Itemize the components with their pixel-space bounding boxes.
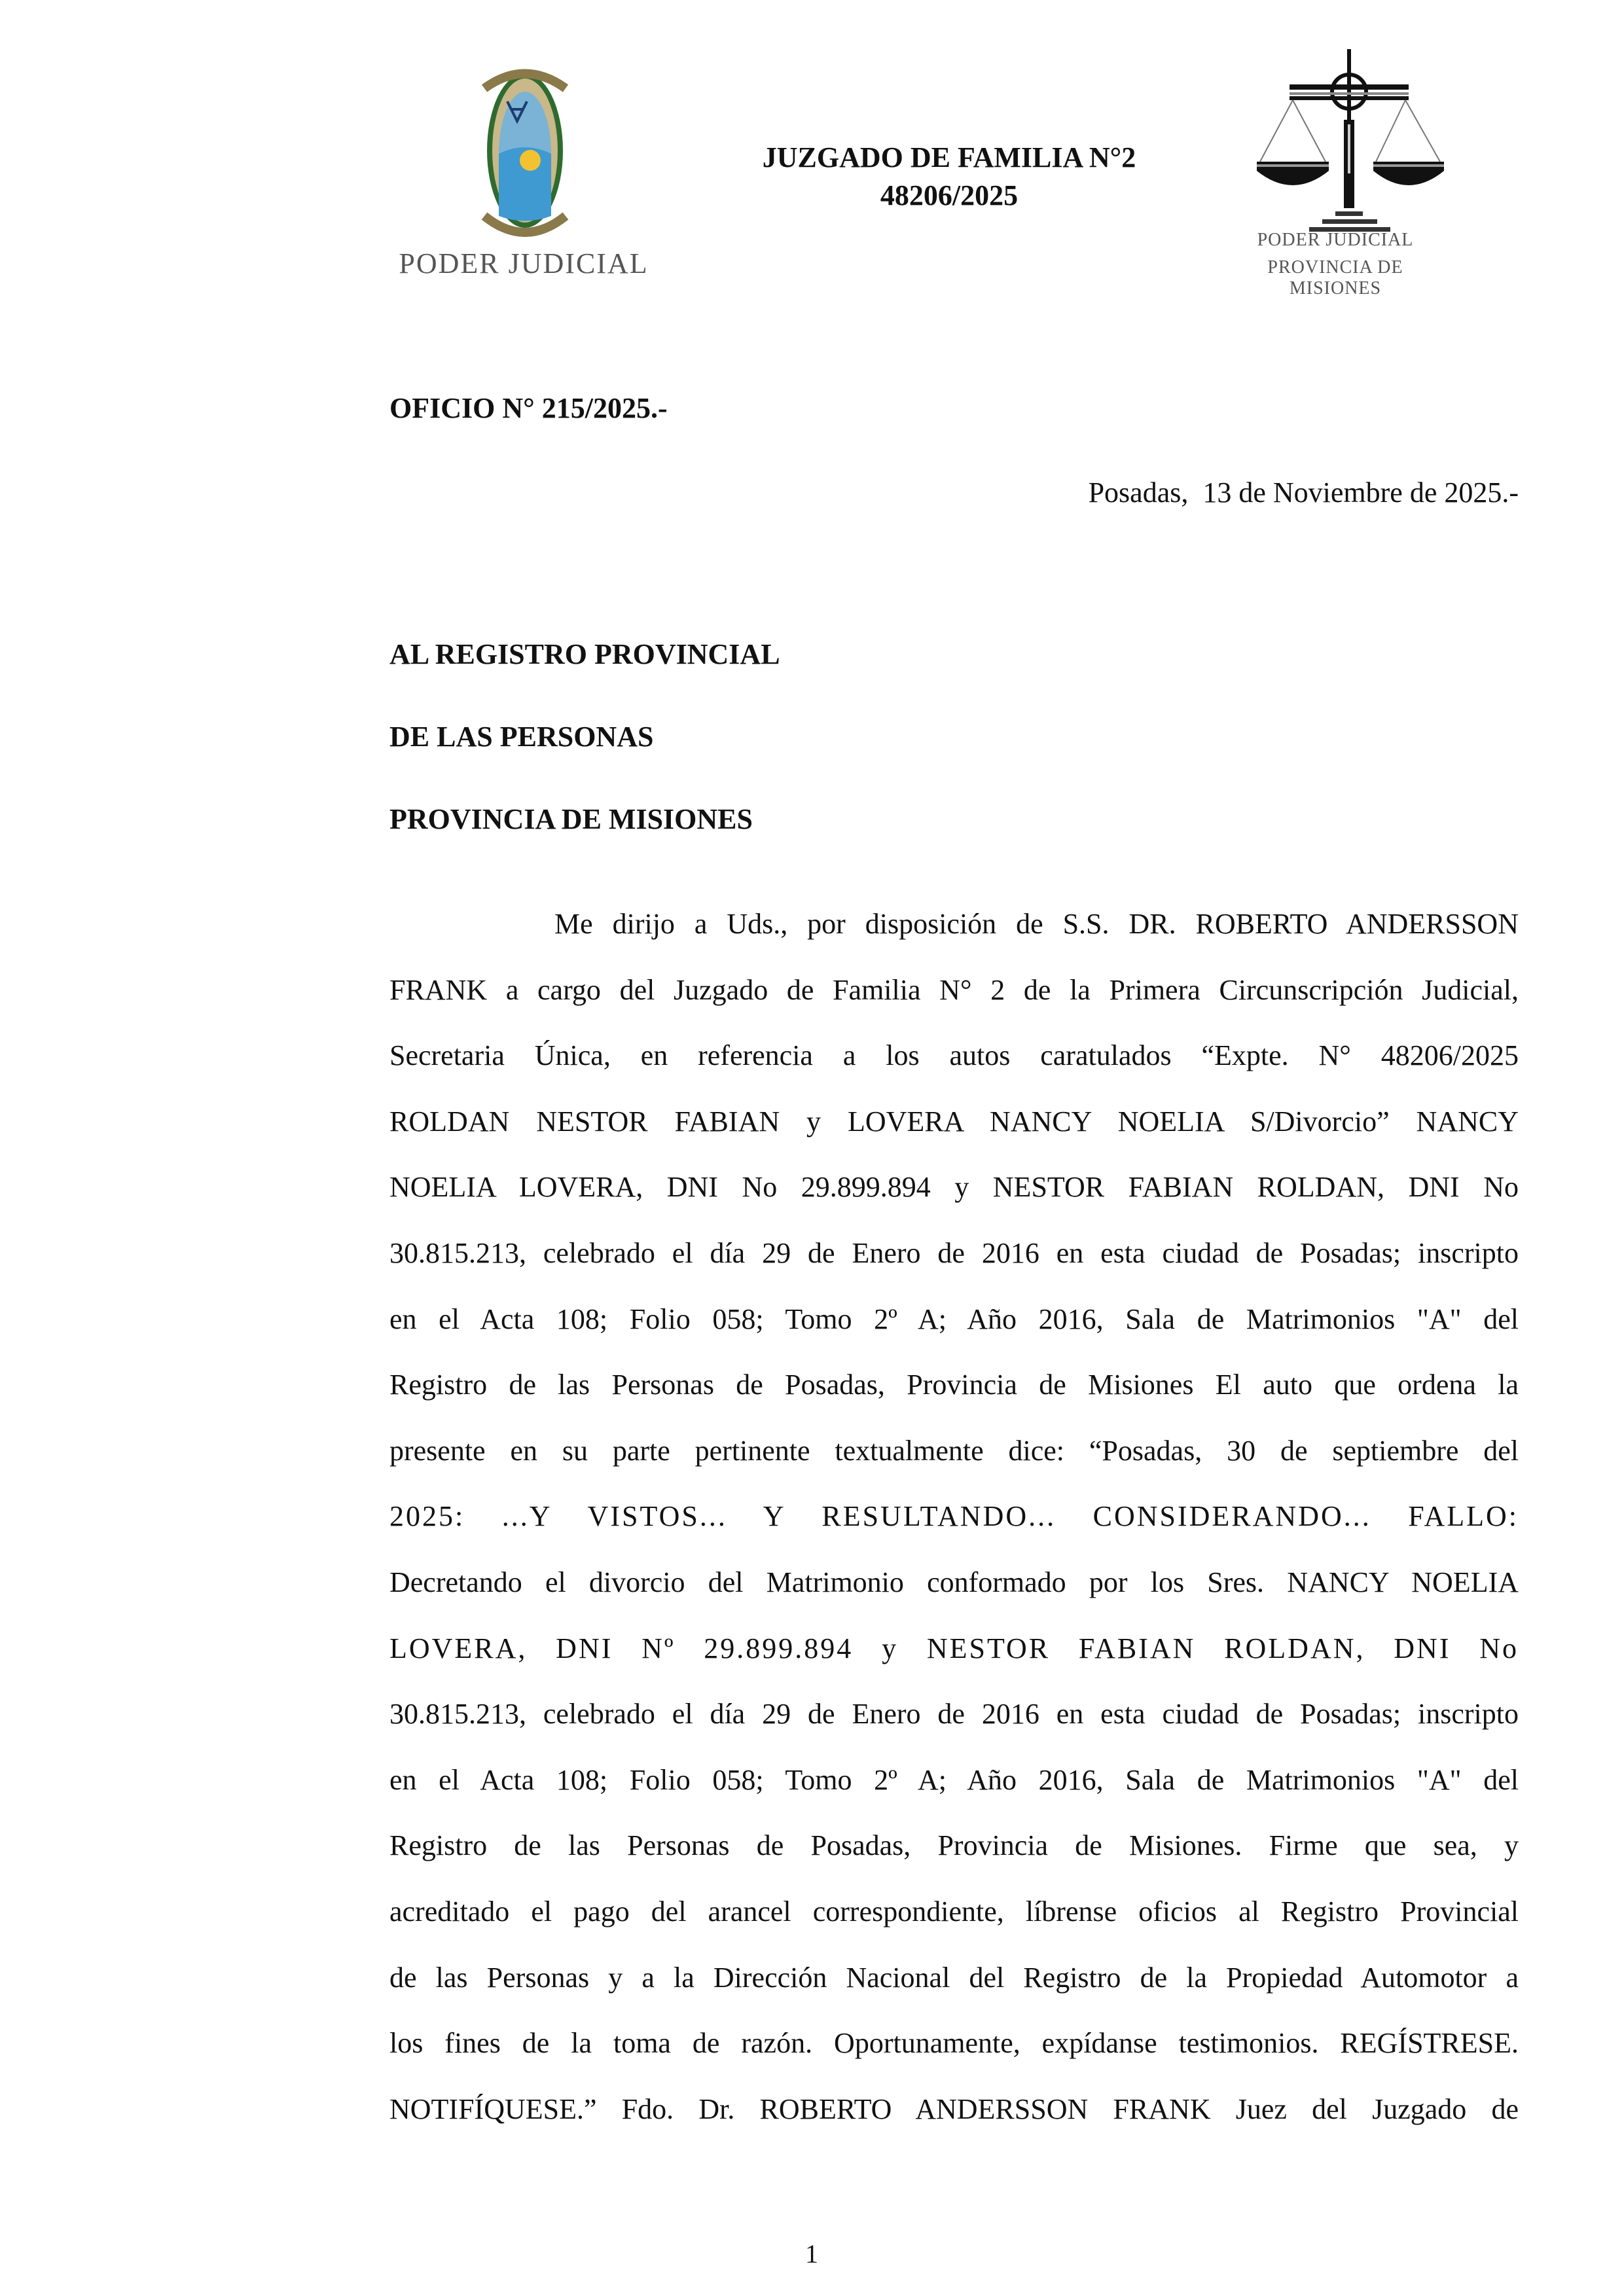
- body-line: 2025: ...Y VISTOS... Y RESULTANDO... CONSIDERANDO... FALLO:: [389, 1500, 1519, 1533]
- recipient-line-1: AL REGISTRO PROVINCIAL: [389, 638, 780, 670]
- body-line: de las Personas y a la Dirección Nacional del Registro de la Propiedad Automotor a: [389, 1961, 1519, 1994]
- left-logo-caption: PODER JUDICIAL: [399, 247, 649, 279]
- recipient-line-3: PROVINCIA DE MISIONES: [389, 803, 753, 835]
- poder-judicial-right-logo: [1237, 43, 1512, 298]
- body-line: NOELIA LOVERA, DNI No 29.899.894 y NESTOR FABIAN ROLDAN, DNI No: [389, 1171, 1519, 1204]
- body-line: Secretaria Única, en referencia a los autos caratulados “Expte. N° 48206/2025: [389, 1039, 1519, 1072]
- body-line: ROLDAN NESTOR FABIAN y LOVERA NANCY NOELIA S/Divorcio” NANCY: [389, 1105, 1519, 1138]
- body-line: acreditado el pago del arancel correspondiente, líbrense oficios al Registro Provincial: [389, 1895, 1519, 1928]
- letter-body: [389, 891, 1519, 2142]
- body-line: 30.815.213, celebrado el día 29 de Enero de 2016 en esta ciudad de Posadas; inscripto: [389, 1236, 1519, 1269]
- case-number: 48206/2025: [880, 179, 1019, 211]
- body-line: los fines de la toma de razón. Oportunamente, expídanse testimonios. REGÍSTRESE.: [389, 2027, 1519, 2060]
- body-line: LOVERA, DNI Nº 29.899.894 y NESTOR FABIAN ROLDAN, DNI No: [389, 1632, 1519, 1664]
- page-number: 1: [805, 2239, 818, 2269]
- body-line: FRANK a cargo del Juzgado de Familia N° 2 de la Primera Circunscripción Judicial,: [389, 973, 1519, 1006]
- body-line: Decretando el divorcio del Matrimonio conformado por los Sres. NANCY NOELIA: [389, 1566, 1519, 1598]
- body-line: presente en su parte pertinente textualmente dice: “Posadas, 30 de septiembre del: [389, 1434, 1519, 1467]
- body-line: en el Acta 108; Folio 058; Tomo 2º A; Año 2016, Sala de Matrimonios "A" del: [389, 1302, 1519, 1335]
- document-header: [655, 139, 1244, 215]
- body-line: en el Acta 108; Folio 058; Tomo 2º A; Año 2016, Sala de Matrimonios "A" del: [389, 1763, 1519, 1796]
- body-line: Registro de las Personas de Posadas, Provincia de Misiones. Firme que sea, y: [389, 1829, 1519, 1862]
- body-line: NOTIFÍQUESE.” Fdo. Dr. ROBERTO ANDERSSON FRANK Juez del Juzgado de: [389, 2092, 1519, 2125]
- right-logo-caption-2: PROVINCIA DE MISIONES: [1267, 257, 1403, 298]
- oficio-number: OFICIO N° 215/2025.-: [389, 392, 668, 424]
- body-line: 30.815.213, celebrado el día 29 de Enero de 2016 en esta ciudad de Posadas; inscripto: [389, 1698, 1519, 1731]
- provincia-de-misiones-coat-of-arms-icon: [386, 62, 661, 245]
- scales-of-justice-icon: [1237, 43, 1447, 232]
- court-name: JUZGADO DE FAMILIA N°2: [762, 141, 1136, 173]
- body-line: Registro de las Personas de Posadas, Provincia de Misiones El auto que ordena la: [389, 1369, 1519, 1401]
- poder-judicial-left-logo: [386, 62, 661, 285]
- recipient-line-2: DE LAS PERSONAS: [389, 721, 654, 753]
- body-line: Me dirijo a Uds., por disposición de S.S. DR. ROBERTO ANDERSSON: [554, 908, 1519, 940]
- date-line: Posadas, 13 de Noviembre de 2025.-: [1088, 476, 1519, 509]
- right-logo-caption-1: PODER JUDICIAL: [1257, 230, 1414, 250]
